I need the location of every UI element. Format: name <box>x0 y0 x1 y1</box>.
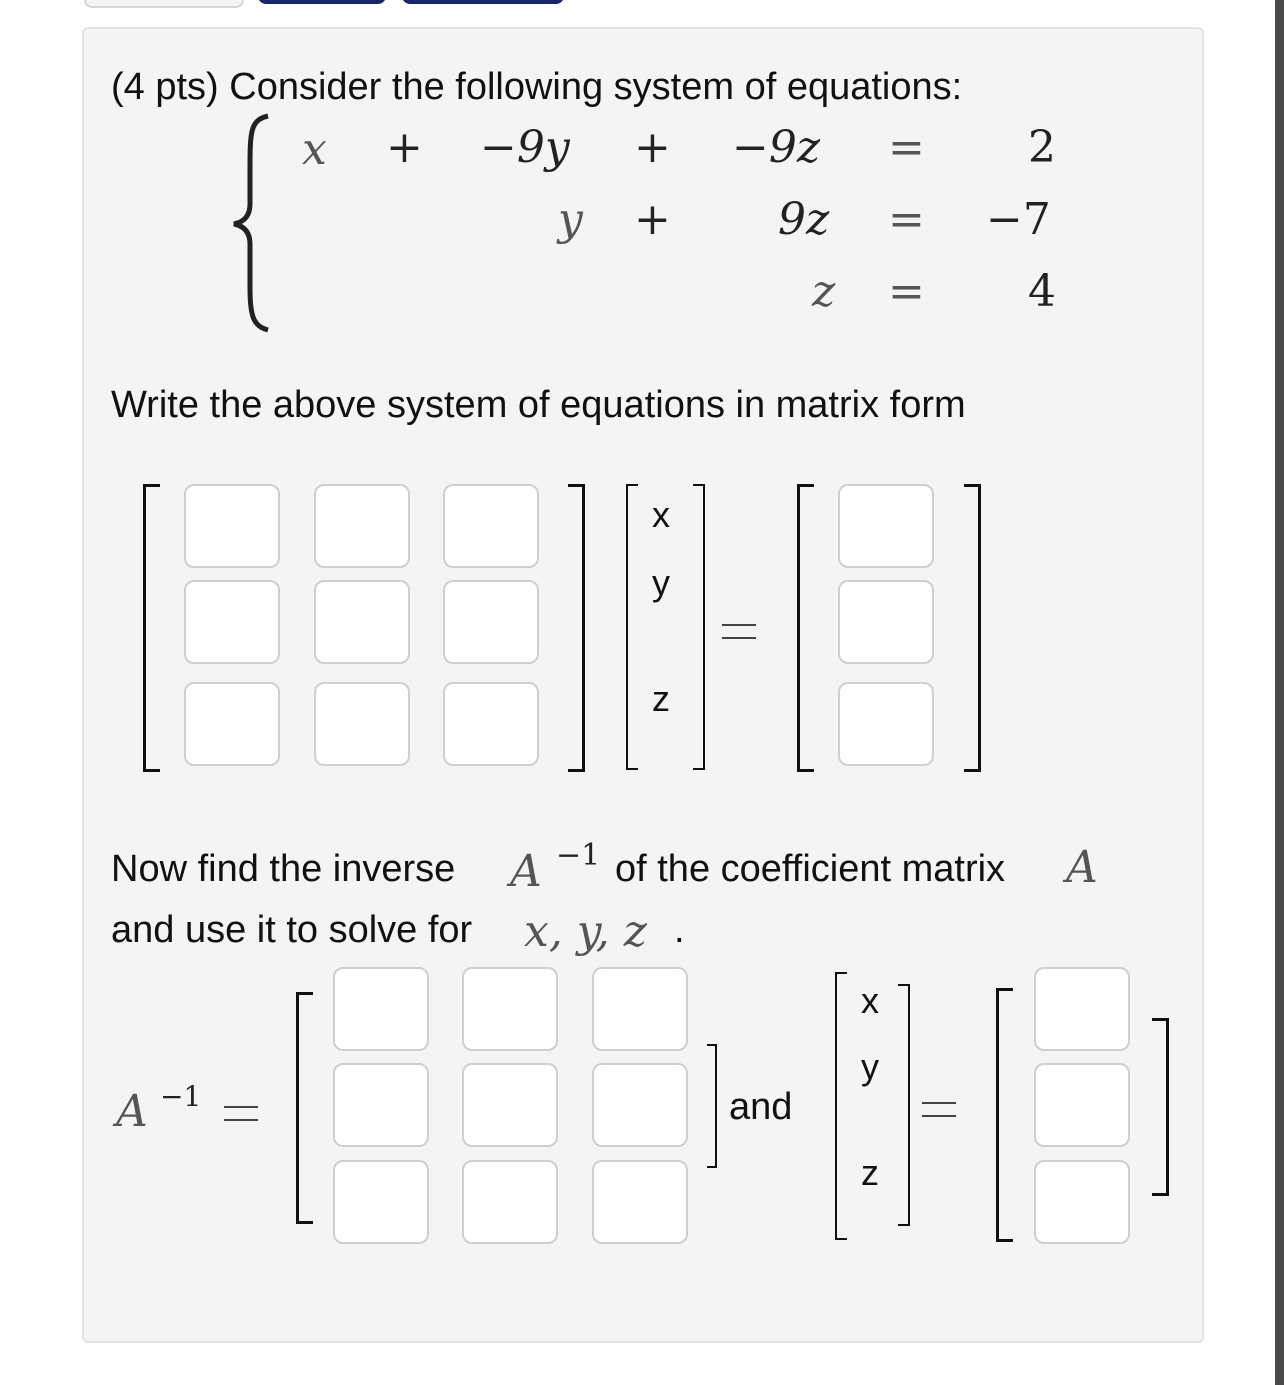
sys-r3-rhs: 4 <box>1028 266 1056 317</box>
sys-r1-z: −9z <box>732 122 821 173</box>
sys-r1-rhs: 2 <box>1028 122 1056 173</box>
coef-matrix-left-bracket <box>143 484 160 772</box>
rhs-vector-left-bracket <box>797 484 814 772</box>
solve-equals-sign <box>922 1102 956 1117</box>
var-vector-left-bracket <box>626 484 638 770</box>
var-label-z: z <box>652 678 670 719</box>
sys-r1-y: −9y <box>480 122 570 173</box>
left-brace <box>228 112 274 334</box>
top-primary-button[interactable] <box>258 0 386 4</box>
coef-input-r2c3[interactable] <box>443 580 539 664</box>
scrollbar[interactable] <box>1275 0 1284 1385</box>
equals-sign <box>722 624 756 639</box>
ainv-input-r1c2[interactable] <box>462 967 558 1051</box>
var-label-y: y <box>652 562 670 603</box>
ainv-equals-sign <box>224 1106 258 1121</box>
inverse-prompt-part2: of the coefficient matrix <box>615 848 1006 890</box>
solution-input-y[interactable] <box>1034 1063 1130 1147</box>
ainv-input-r3c1[interactable] <box>333 1160 429 1244</box>
sys-r2-plus: + <box>634 194 671 245</box>
solution-input-x[interactable] <box>1034 967 1130 1051</box>
rhs-input-1[interactable] <box>838 484 934 568</box>
sys-r2-rhs: −7 <box>986 194 1051 245</box>
solve-label-z: z <box>861 1152 879 1193</box>
rhs-vector-right-bracket <box>964 484 981 772</box>
solve-vector-right-bracket <box>898 984 910 1226</box>
coef-input-r1c2[interactable] <box>314 484 410 568</box>
coef-input-r3c3[interactable] <box>443 682 539 766</box>
ainv-exponent: −1 <box>160 1080 202 1113</box>
ainv-input-r2c1[interactable] <box>333 1063 429 1147</box>
matrix-form-prompt: Write the above system of equations in matrix form <box>111 384 966 426</box>
ainv-matrix-left-bracket <box>296 992 313 1224</box>
sys-r2-eq: = <box>888 194 925 245</box>
sys-r2-y: y <box>558 194 583 245</box>
solve-label-y: y <box>861 1046 879 1087</box>
ainv-matrix-right-bracket <box>707 1044 717 1168</box>
inverse-symbol: A <box>510 846 542 897</box>
sys-r1-x: x <box>302 124 327 175</box>
rhs-input-2[interactable] <box>838 580 934 664</box>
problem-intro: (4 pts) Consider the following system of equations: <box>111 66 963 108</box>
ainv-input-r1c1[interactable] <box>333 967 429 1051</box>
ainv-input-r2c3[interactable] <box>592 1063 688 1147</box>
sys-r3-eq: = <box>888 266 925 317</box>
top-primary-button-2[interactable] <box>402 0 564 4</box>
coef-input-r2c2[interactable] <box>314 580 410 664</box>
ainv-label: A <box>116 1086 148 1137</box>
sys-r1-eq: = <box>888 122 925 173</box>
var-vector-right-bracket <box>693 484 705 770</box>
coef-matrix-right-bracket <box>568 484 585 772</box>
coef-input-r1c1[interactable] <box>184 484 280 568</box>
sys-r1-plus1: + <box>386 122 423 173</box>
ainv-input-r2c2[interactable] <box>462 1063 558 1147</box>
rhs-input-3[interactable] <box>838 682 934 766</box>
sys-r1-plus2: + <box>634 122 671 173</box>
and-label: and <box>729 1086 793 1128</box>
sys-r2-z: 9z <box>778 194 830 245</box>
top-tab-button[interactable] <box>84 0 244 8</box>
solution-input-z[interactable] <box>1034 1160 1130 1244</box>
solution-left-bracket <box>996 988 1013 1242</box>
solve-variables: x, y, z <box>524 906 647 957</box>
coef-input-r2c1[interactable] <box>184 580 280 664</box>
ainv-input-r3c2[interactable] <box>462 1160 558 1244</box>
solution-right-bracket <box>1152 1018 1169 1196</box>
inverse-exponent: −1 <box>556 838 601 873</box>
coef-input-r3c1[interactable] <box>184 682 280 766</box>
var-label-x: x <box>652 494 670 535</box>
solve-vector-left-bracket <box>835 972 847 1240</box>
inverse-prompt-part1: Now find the inverse <box>111 848 456 890</box>
ainv-input-r1c3[interactable] <box>592 967 688 1051</box>
coef-input-r3c2[interactable] <box>314 682 410 766</box>
matrix-symbol: A <box>1066 842 1098 893</box>
solve-label-x: x <box>861 980 879 1021</box>
ainv-input-r3c3[interactable] <box>592 1160 688 1244</box>
sys-r3-z: z <box>812 266 836 317</box>
solve-prompt: and use it to solve for <box>111 909 473 951</box>
coef-input-r1c3[interactable] <box>443 484 539 568</box>
solve-period: . <box>674 909 685 951</box>
